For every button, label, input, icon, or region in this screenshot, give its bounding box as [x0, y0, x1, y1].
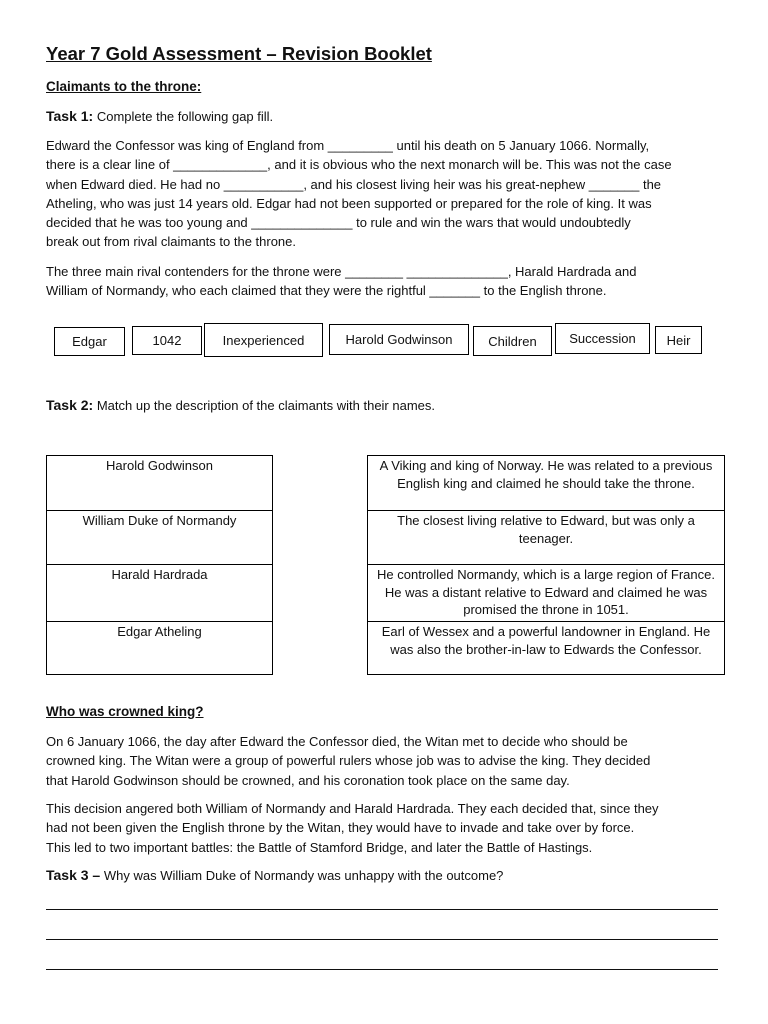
claimant-descriptions-table	[367, 455, 725, 675]
task2-label: Task 2:	[46, 397, 94, 413]
claimant-name-cell: Harold Godwinson	[47, 456, 272, 511]
claimant-description-cell: He controlled Normandy, which is a large region of France. He was a distant relative to Edward and claimed he was promised the throne in 1051.	[368, 565, 724, 622]
crowned-paragraph-1	[46, 732, 736, 790]
task2-text: Match up the description of the claimants with their names.	[96, 398, 436, 413]
text-line: This led to two important battles: the Battle of Stamford Bridge, and later the Battle of Hastings.	[46, 839, 593, 855]
gap-fill-paragraph-2	[46, 262, 736, 301]
text-line: Atheling, who was just 14 years old. Edgar had not been supported or prepared for the role of king. It was	[46, 195, 652, 211]
task3-instruction	[46, 867, 503, 883]
text-line: had not been given the English throne by the Witan, they would have to invade and take over by force.	[46, 820, 635, 836]
task1-label: Task 1:	[46, 108, 94, 124]
answer-line[interactable]	[46, 939, 718, 940]
word-bank-item: Edgar	[54, 327, 125, 356]
answer-line[interactable]	[46, 909, 718, 910]
task3-text: Why was William Duke of Normandy was unhappy with the outcome?	[103, 868, 504, 883]
gap-fill-paragraph-1	[46, 136, 736, 252]
text-line: This decision angered both William of Normandy and Harald Hardrada. They each decided that, since they	[46, 801, 659, 816]
text-line: Edward the Confessor was king of England from _________ until his death on 5 January 1066. Normally,	[46, 138, 650, 153]
claimant-description-cell: The closest living relative to Edward, but was only a teenager.	[368, 511, 724, 565]
answer-line[interactable]	[46, 969, 718, 970]
word-bank-item: Succession	[555, 323, 650, 354]
text-line: that Harold Godwinson should be crowned, and his coronation took place on the same day.	[46, 772, 570, 788]
claimant-name-cell: Edgar Atheling	[117, 624, 202, 639]
page-title: Year 7 Gold Assessment – Revision Booklet	[46, 43, 432, 64]
word-bank-item: Harold Godwinson	[329, 324, 469, 355]
task1-instruction	[46, 108, 273, 124]
claimant-description-cell: Earl of Wessex and a powerful landowner in England. He was also the brother-in-law to Edwards the Confessor.	[381, 624, 711, 657]
task2-instruction	[46, 397, 435, 413]
text-line: break out from rival claimants to the throne.	[46, 234, 297, 250]
word-bank-item: 1042	[132, 326, 202, 355]
text-line: decided that he was too young and ______________ to rule and win the wars that would undoubtedly	[46, 215, 631, 231]
text-line: crowned king. The Witan were a group of powerful rulers whose job was to advise the king. They decided	[46, 753, 651, 769]
word-bank-item: Inexperienced	[204, 323, 323, 357]
text-line: there is a clear line of _____________, and it is obvious who the next monarch will be. This was not the case	[46, 157, 672, 173]
section-heading-claimants: Claimants to the throne:	[46, 79, 202, 94]
task1-text: Complete the following gap fill.	[96, 109, 274, 124]
text-line: On 6 January 1066, the day after Edward the Confessor died, the Witan met to decide who should be	[46, 734, 628, 749]
section-heading-crowned: Who was crowned king?	[46, 704, 204, 719]
crowned-paragraph-2	[46, 799, 736, 857]
text-line: The three main rival contenders for the throne were ________ ______________, Harald Hardrada and	[46, 264, 637, 279]
claimant-name-cell: William Duke of Normandy	[47, 511, 272, 565]
task3-label: Task 3 –	[46, 867, 101, 883]
claimant-description-cell: A Viking and king of Norway. He was related to a previous English king and claimed he should take the throne.	[368, 456, 724, 511]
claimant-names-table	[46, 455, 273, 675]
word-bank-item: Children	[473, 326, 552, 356]
text-line: when Edward died. He had no ___________, and his closest living heir was his great-nephew _______ the	[46, 176, 662, 192]
claimant-name-cell: Harald Hardrada	[47, 565, 272, 622]
word-bank-item: Heir	[655, 326, 702, 354]
text-line: William of Normandy, who each claimed that they were the rightful _______ to the English throne.	[46, 283, 607, 299]
